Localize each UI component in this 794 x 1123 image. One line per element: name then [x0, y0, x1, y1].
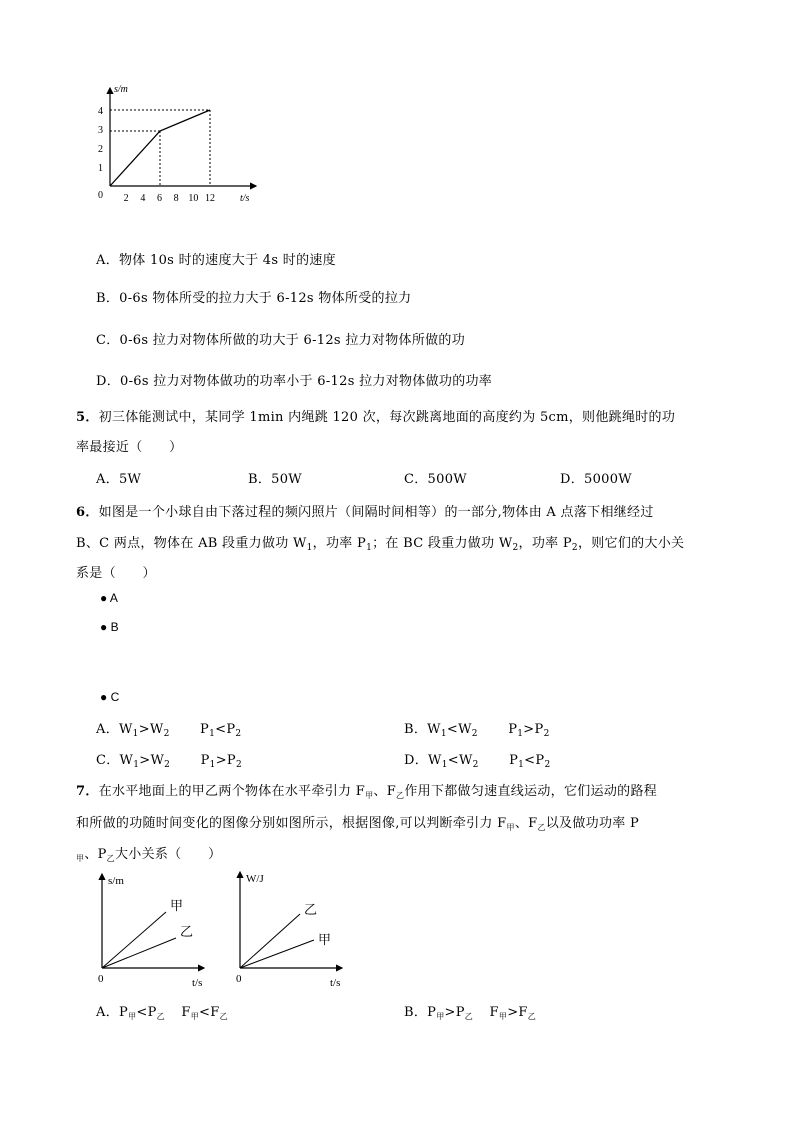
- label-yi: 乙: [180, 924, 194, 939]
- q7-line3: $_甲$、$P_乙$大小关系（ ）: [76, 847, 222, 863]
- q6-text1: 如图是一个小球自由下落过程的频闪照片（间隔时间相等）的一部分,物体由 A 点落下相继经过: [98, 505, 654, 520]
- sub: 1: [366, 543, 373, 553]
- label-jia: 甲: [318, 932, 332, 947]
- q7-line1: 7．在水平地面上的甲乙两个物体在水平牵引力 $F_甲$、$F_乙$作用下都做匀速直线运动，它们运动的路程: [76, 784, 658, 800]
- q6-option-a: A．$W_1>W_2$ $P_1<P_2$: [96, 722, 242, 739]
- y-axis-label: s/m: [114, 84, 128, 95]
- x-tick-label: 12: [205, 193, 215, 204]
- line-yi: [240, 914, 300, 968]
- q4-option-c: C．0-6s 拉力对物体所做的功大于 6-12s 拉力对物体所做的功: [96, 333, 466, 348]
- q5-option-b: B．50W: [248, 472, 302, 487]
- q6-option-c: C．$W_1>W_2$ $P_1>P_2$: [96, 753, 242, 770]
- point-label: B: [110, 620, 119, 634]
- q6-option-d: D．$W_1<W_2$ $P_1<P_2$: [404, 753, 551, 770]
- q7-line2: 和所做的功随时间变化的图像分别如图所示，根据图像,可以判断牵引力 $F_甲$、$F_乙$以及做功功率 P: [76, 816, 640, 832]
- line-jia: [102, 912, 166, 968]
- q5-option-d: D．5000W: [560, 472, 632, 487]
- q6-text2d: ，功率 P: [518, 536, 572, 551]
- q4-option-a: A．物体 10s 时的速度大于 4s 时的速度: [96, 253, 336, 268]
- x-axis-label: t/s: [192, 977, 203, 989]
- q6-text2c: ；在 BC 段重力做功 W: [372, 536, 513, 551]
- label-yi: 乙: [304, 902, 318, 917]
- q6-number: 6．: [76, 505, 99, 520]
- dot-icon: ●: [100, 591, 108, 605]
- dot-icon: ●: [100, 620, 108, 634]
- x-tick-label: 10: [188, 193, 199, 204]
- q6-line1: [76, 501, 654, 520]
- q5-line2: 率最接近（ ）: [76, 440, 183, 455]
- y-tick-label: 2: [98, 144, 103, 155]
- q7-w-t-graph: [230, 866, 350, 991]
- line-yi: [102, 938, 176, 968]
- origin-label: 0: [236, 973, 242, 985]
- x-tick-label: 4: [140, 193, 146, 204]
- q6-text2e: ，则它们的大小关: [577, 536, 685, 551]
- q5-option-c: C．500W: [404, 472, 467, 487]
- point-b: [100, 620, 119, 634]
- y-tick-label: 3: [98, 125, 103, 136]
- x-tick-label: 2: [123, 193, 129, 204]
- sub: 1: [306, 543, 313, 553]
- y-tick-label: 4: [98, 106, 103, 117]
- origin-label: 0: [98, 190, 103, 201]
- s-t-graph: [90, 80, 270, 210]
- dot-icon: ●: [100, 690, 108, 704]
- q6-option-b: B．$W_1<W_2$ $P_1>P_2$: [404, 722, 550, 739]
- q5-text1: 初三体能测试中，某同学 1min 内绳跳 120 次，每次跳离地面的高度约为 5cm，则他跳绳时的功: [98, 410, 676, 425]
- y-axis-label: s/m: [108, 875, 124, 887]
- x-axis-label: t/s: [240, 193, 250, 204]
- q6-line2: [76, 532, 684, 553]
- sub: 2: [512, 543, 519, 553]
- line-jia: [240, 940, 314, 968]
- q6-text2a: B、C 两点，物体在 AB 段重力做功 W: [76, 536, 307, 551]
- q6-text2b: ，功率 P: [312, 536, 367, 551]
- q6-line3: 系是（ ）: [76, 566, 156, 581]
- point-a: [100, 591, 118, 605]
- label-jia: 甲: [170, 898, 184, 913]
- x-tick-label: 8: [173, 193, 179, 204]
- q7-option-b: B．$P_甲>P_乙$ $F_甲>F_乙$: [404, 1005, 537, 1021]
- x-tick-label: 6: [157, 193, 162, 204]
- y-tick-label: 1: [98, 163, 103, 174]
- y-axis-label: W/J: [246, 873, 264, 885]
- q5-option-a: A．5W: [96, 472, 142, 487]
- origin-label: 0: [98, 973, 104, 985]
- point-label: A: [109, 591, 118, 605]
- x-axis-label: t/s: [330, 977, 341, 989]
- sub: 2: [571, 543, 578, 553]
- q7-s-t-graph: [92, 866, 212, 991]
- q4-option-b: B．0-6s 物体所受的拉力大于 6-12s 物体所受的拉力: [96, 291, 412, 306]
- q4-option-d: D．0-6s 拉力对物体做功的功率小于 6-12s 拉力对物体做功的功率: [96, 374, 493, 389]
- q5-number: 5．: [76, 410, 99, 425]
- q5-line1: [76, 406, 675, 425]
- point-c: [100, 690, 119, 704]
- q7-option-a: A．$P_甲<P_乙$ $F_甲<F_乙$: [96, 1005, 228, 1021]
- point-label: C: [110, 690, 120, 704]
